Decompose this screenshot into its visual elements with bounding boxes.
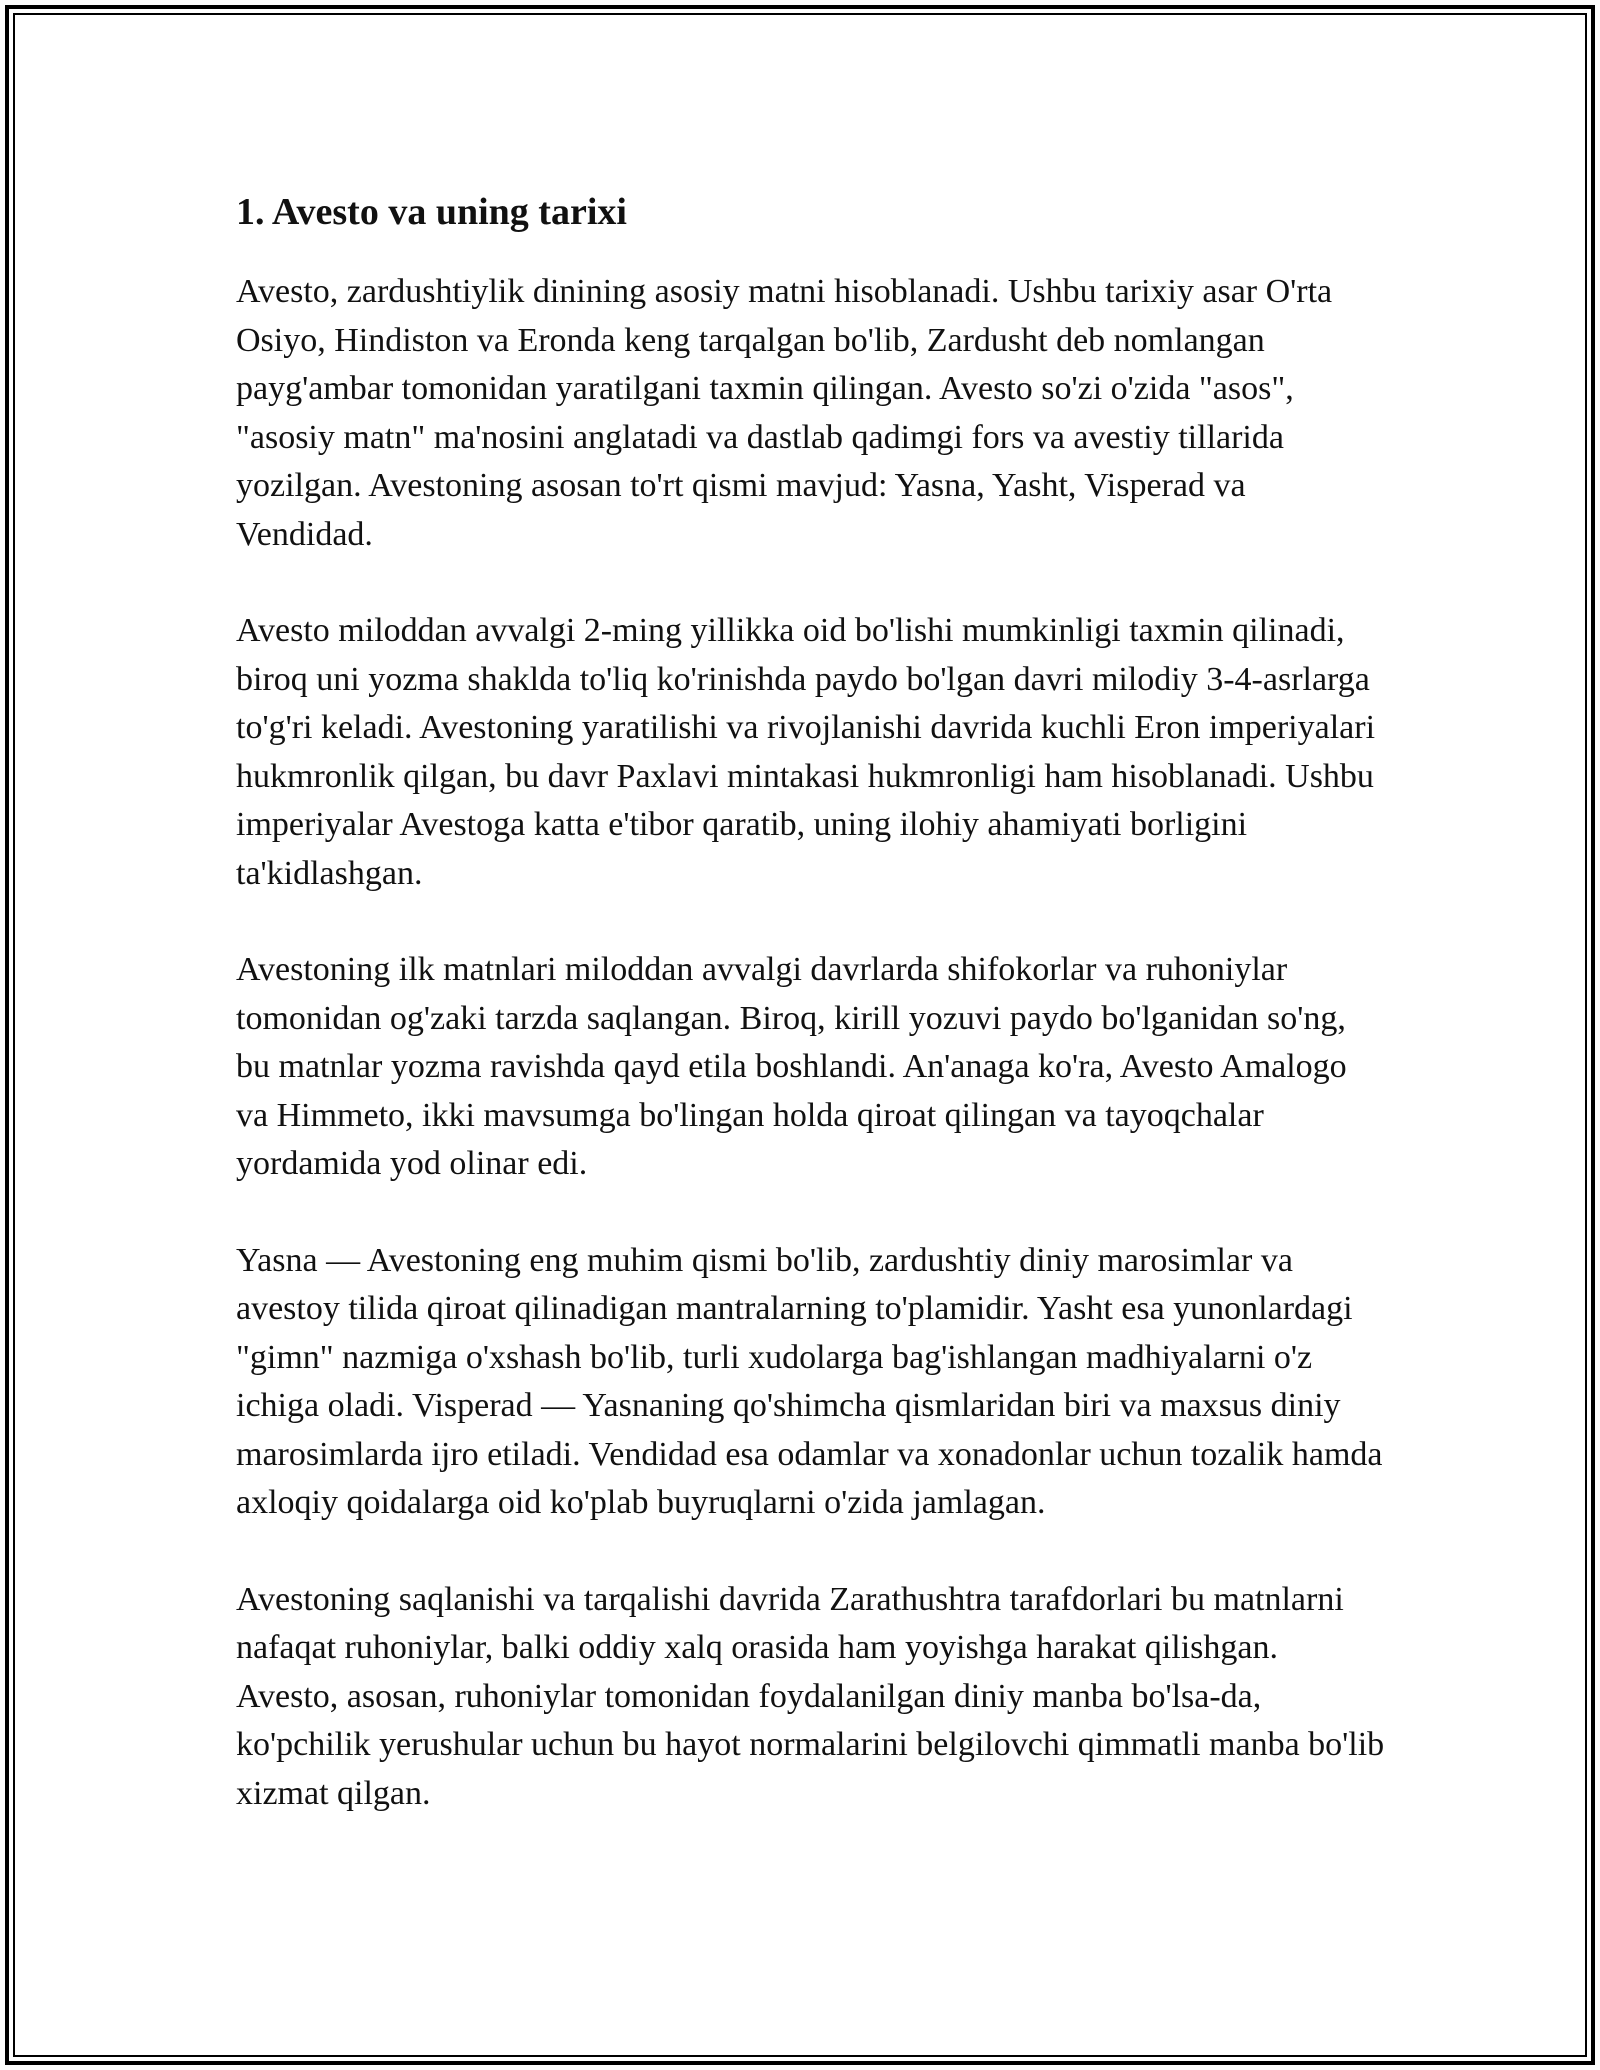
paragraph: Avestoning saqlanishi va tarqalishi davrida Zarathushtra tarafdorlari bu matnlarni nafaqat ruhoniylar, balki oddiy xalq orasida ham yoyishga harakat qilishgan. Avesto, asosan, ruhoniylar tomonidan foydalanilgan diniy manba bo'lsa-da, ko'pchilik yerushular uchun bu hayot normalarini belgilovchi qimmatli manba bo'lib xizmat qilgan. [236,1580,1385,1812]
paragraph: Yasna — Avestoning eng muhim qismi bo'lib, zardushtiy diniy marosimlar va avestoy tilida qiroat qilinadigan mantralarning to'plamidir. Yasht esa yunonlardagi "gimn" nazmiga o'xshash bo'lib, turli xudolarga bag'ishlangan madhiyalarni o'z ichiga oladi. Visperad — Yasnaning qo'shimcha qismlaridan biri va maxsus diniy marosimlarda ijro etiladi. Vendidad esa odamlar va xonadonlar uchun tozalik hamda axloqiy qoidalarga oid ko'plab buyruqlarni o'zida jamlagan. [236,1241,1383,1521]
document-body [236,186,1386,1818]
paragraph: Avesto, zardushtiylik dinining asosiy matni hisoblanadi. Ushbu tarixiy asar O'rta Osiyo, Hindiston va Eronda keng tarqalgan bo'lib, Zardusht deb nomlangan payg'ambar tomonidan yaratilgani taxmin qilingan. Avesto so'zi o'zida "asos", "asosiy matn" ma'nosini anglatadi va dastlab qadimgi fors va avestiy tillarida yozilgan. Avestoning asosan to'rt qismi mavjud: Yasna, Yasht, Visperad va Vendidad. [236,273,1333,553]
paragraph: Avestoning ilk matnlari miloddan avvalgi davrlarda shifokorlar va ruhoniylar tomonidan og'zaki tarzda saqlangan. Biroq, kirill yozuvi paydo bo'lganidan so'ng, bu matnlar yozma ravishda qayd etila boshlandi. An'anaga ko'ra, Avesto Amalogo va Himmeto, ikki mavsumga bo'lingan holda qiroat qilingan va tayoqchalar yordamida yod olinar edi. [236,951,1347,1182]
section-heading: 1. Avesto va uning tarixi [236,191,627,233]
paragraph: Avesto miloddan avvalgi 2-ming yillikka oid bo'lishi mumkinligi taxmin qilinadi, biroq uni yozma shaklda to'liq ko'rinishda paydo bo'lgan davri milodiy 3-4-asrlarga to'g'ri keladi. Avestoning yaratilishi va rivojlanishi davrida kuchli Eron imperiyalari hukmronlik qilgan, bu davr Paxlavi mintakasi hukmronligi ham hisoblanadi. Ushbu imperiyalar Avestoga katta e'tibor qaratib, uning ilohiy ahamiyati borligini ta'kidlashgan. [236,612,1376,892]
